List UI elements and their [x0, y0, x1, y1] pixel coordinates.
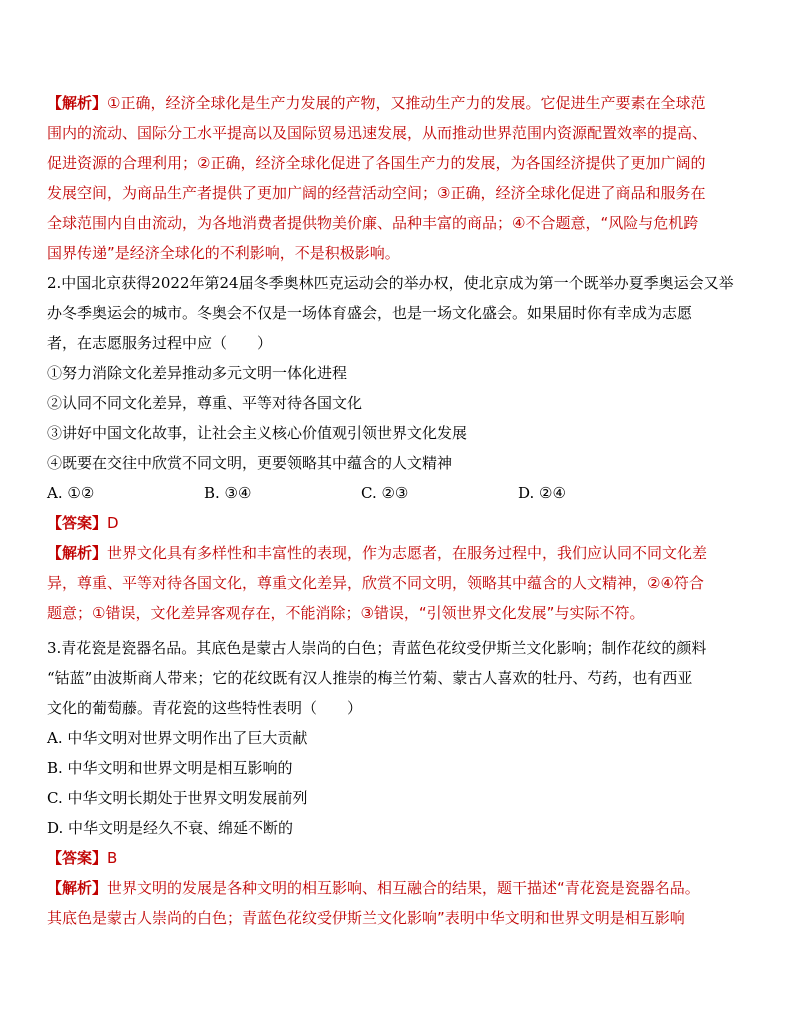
- q2-option-b: B. ③④: [204, 484, 252, 502]
- q2-analysis-line: 题意；①错误，文化差异客观存在，不能消除；③错误，“引领世界文化发展”与实际不符。: [47, 604, 645, 622]
- analysis-tag: 【解析】: [47, 544, 108, 562]
- q2-statement: ④既要在交往中欣赏不同文明，更要领略其中蕴含的人文精神: [47, 454, 453, 472]
- q3-analysis: [47, 873, 747, 933]
- q3-option-b: B. 中华文明和世界文明是相互影响的: [47, 759, 293, 777]
- analysis-tag: 【解析】: [47, 94, 108, 112]
- q3-analysis-line: 【解析】世界文明的发展是各种文明的相互影响、相互融合的结果，题干描述“青花瓷是瓷器名品。: [47, 879, 700, 897]
- q3-option-d: D. 中华文明是经久不衰、绵延不断的: [47, 819, 294, 837]
- q1-analysis-line: 国界传递”是经济全球化的不利影响，不是积极影响。: [47, 244, 400, 262]
- q3-stem-line: “钴蓝”由波斯商人带来；它的花纹既有汉人推崇的梅兰竹菊、蒙古人喜欢的牡丹、芍药，也有西亚: [47, 669, 693, 687]
- question-2: [47, 268, 747, 628]
- q1-analysis-line: 围内的流动、国际分工水平提高以及国际贸易迅速发展，从而推动世界范围内资源配置效率的提高、: [47, 124, 708, 142]
- q2-statement: ③讲好中国文化故事，让社会主义核心价值观引领世界文化发展: [47, 424, 468, 442]
- q2-option-d: D. ②④: [518, 484, 566, 502]
- q3-option-a: A. 中华文明对世界文明作出了巨大贡献: [47, 729, 308, 747]
- q3-answer-value: B: [107, 849, 118, 867]
- q2-analysis-line: 【解析】世界文化具有多样性和丰富性的表现，作为志愿者，在服务过程中，我们应认同不同文化差: [47, 544, 708, 562]
- q2-answer: [47, 508, 747, 538]
- analysis-tag: 【解析】: [47, 879, 108, 897]
- q2-statement: ②认同不同文化差异，尊重、平等对待各国文化: [47, 394, 363, 412]
- q2-statement: ①努力消除文化差异推动多元文明一体化进程: [47, 364, 348, 382]
- q2-stem-line: 办冬季奥运会的城市。冬奥会不仅是一场体育盛会，也是一场文化盛会。如果届时你有幸成为志愿: [47, 304, 693, 322]
- q2-stem-line: 2.中国北京获得2022年第24届冬季奥林匹克运动会的举办权，使北京成为第一个既举办夏季奥运会又举: [47, 274, 734, 292]
- q3-option-c: C. 中华文明长期处于世界文明发展前列: [47, 789, 308, 807]
- q3-stem-line: 文化的葡萄藤。青花瓷的这些特性表明（ ）: [47, 699, 363, 717]
- q2-option-c: C. ②③: [361, 484, 409, 502]
- q2-analysis: [47, 538, 747, 628]
- q3-stem-line: 3.青花瓷是瓷器名品。其底色是蒙古人崇尚的白色；青蓝色花纹受伊斯兰文化影响；制作花纹的颜料: [47, 639, 707, 657]
- question-3: [47, 633, 747, 933]
- answer-tag: 【答案】: [47, 514, 108, 532]
- q2-answer-value: D: [107, 514, 119, 532]
- answer-tag: 【答案】: [47, 849, 108, 867]
- q2-stem-line: 者，在志愿服务过程中应（ ）: [47, 334, 273, 352]
- q2-option-a: A. ①②: [47, 484, 95, 502]
- q2-options: [47, 478, 747, 508]
- q2-analysis-line: 异，尊重、平等对待各国文化，尊重文化差异，欣赏不同文明，领略其中蕴含的人文精神，②④符合: [47, 574, 704, 592]
- q3-analysis-line: 其底色是蒙古人崇尚的白色；青蓝色花纹受伊斯兰文化影响”表明中华文明和世界文明是相互影响: [47, 909, 685, 927]
- q1-analysis-line: 【解析】①正确，经济全球化是生产力发展的产物，又推动生产力的发展。它促进生产要素在全球范: [47, 94, 706, 112]
- q1-analysis: [47, 88, 747, 268]
- q1-analysis-line: 全球范围内自由流动，为各地消费者提供物美价廉、品种丰富的商品；④不合题意，“风险与危机跨: [47, 214, 699, 232]
- q1-analysis-line: 促进资源的合理利用；②正确，经济全球化促进了各国生产力的发展，为各国经济提供了更加广阔的: [47, 154, 706, 172]
- q1-analysis-line: 发展空间，为商品生产者提供了更加广阔的经营活动空间；③正确，经济全球化促进了商品和服务在: [47, 184, 706, 202]
- q3-answer: [47, 843, 747, 873]
